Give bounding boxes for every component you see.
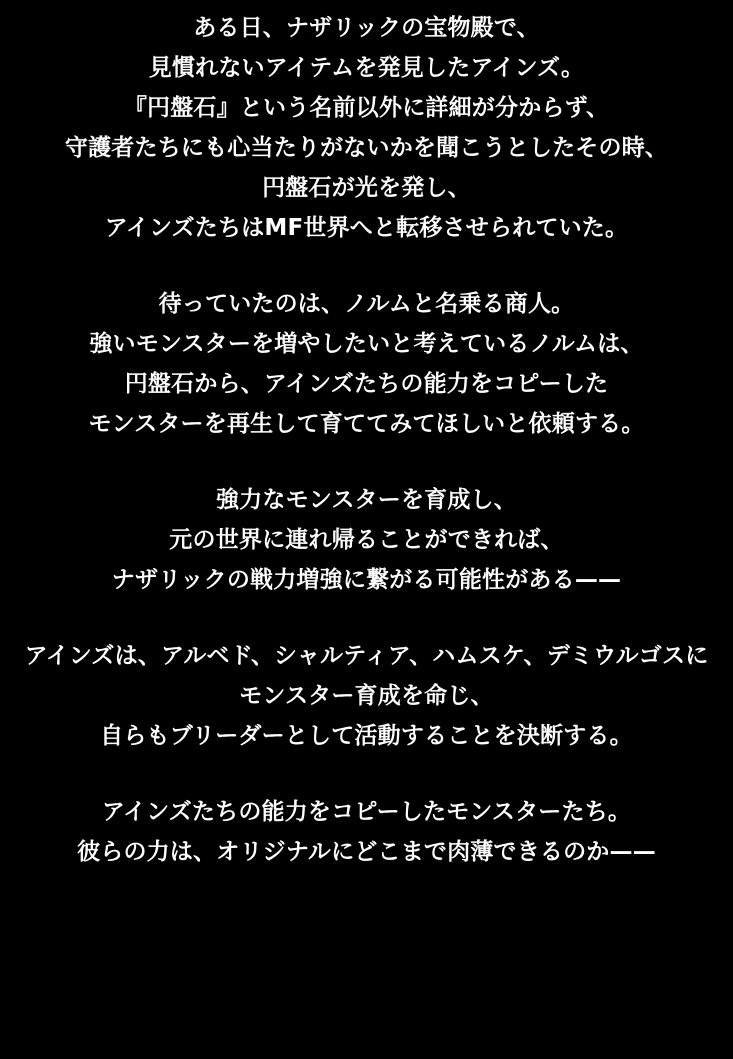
paragraph-possibility <box>6 480 727 600</box>
paragraph-spacer <box>6 444 727 480</box>
text-line: 強力なモンスターを育成し、 <box>216 487 517 513</box>
paragraph-closing <box>6 792 727 872</box>
text-line: 元の世界に連れ帰ることができれば、 <box>169 527 564 553</box>
text-line: 守護者たちにも心当たりがないかを聞こうとしたその時、 <box>64 135 669 161</box>
text-line: 円盤石から、アインズたちの能力をコピーした <box>124 371 609 397</box>
text-line: アインズたちの能力をコピーしたモンスターたち。 <box>101 799 632 825</box>
text-line: ナザリックの戦力増強に繋がる可能性がある—— <box>111 567 622 593</box>
text-line: 円盤石が光を発し、 <box>262 175 471 201</box>
paragraph-spacer <box>6 248 727 284</box>
text-line: モンスター育成を命じ、 <box>239 683 494 709</box>
text-line: 待っていたのは、ノルムと名乗る商人。 <box>158 291 575 317</box>
text-line: アインズたちはMF世界へと転移させられていた。 <box>104 215 629 241</box>
text-line: モンスターを再生して育ててみてほしいと依頼する。 <box>88 411 645 437</box>
text-line: 『円盤石』という名前以外に詳細が分からず、 <box>123 95 610 121</box>
text-line: 彼らの力は、オリジナルにどこまで肉薄できるのか—— <box>77 839 656 865</box>
text-line: ある日、ナザリックの宝物殿で、 <box>193 15 540 41</box>
paragraph-spacer <box>6 600 727 636</box>
text-line: アインズは、アルベド、シャルティア、ハムスケ、デミウルゴスに <box>24 643 709 669</box>
paragraph-merchant <box>6 284 727 444</box>
paragraph-order <box>6 636 727 756</box>
text-line: 自らもブリーダーとして活動することを決断する。 <box>100 723 633 749</box>
text-line: 見慣れないアイテムを発見したアインズ。 <box>148 55 585 81</box>
paragraph-spacer <box>6 756 727 792</box>
text-line: 強いモンスターを増やしたいと考えているノルムは、 <box>89 331 644 357</box>
paragraph-intro <box>6 8 727 248</box>
